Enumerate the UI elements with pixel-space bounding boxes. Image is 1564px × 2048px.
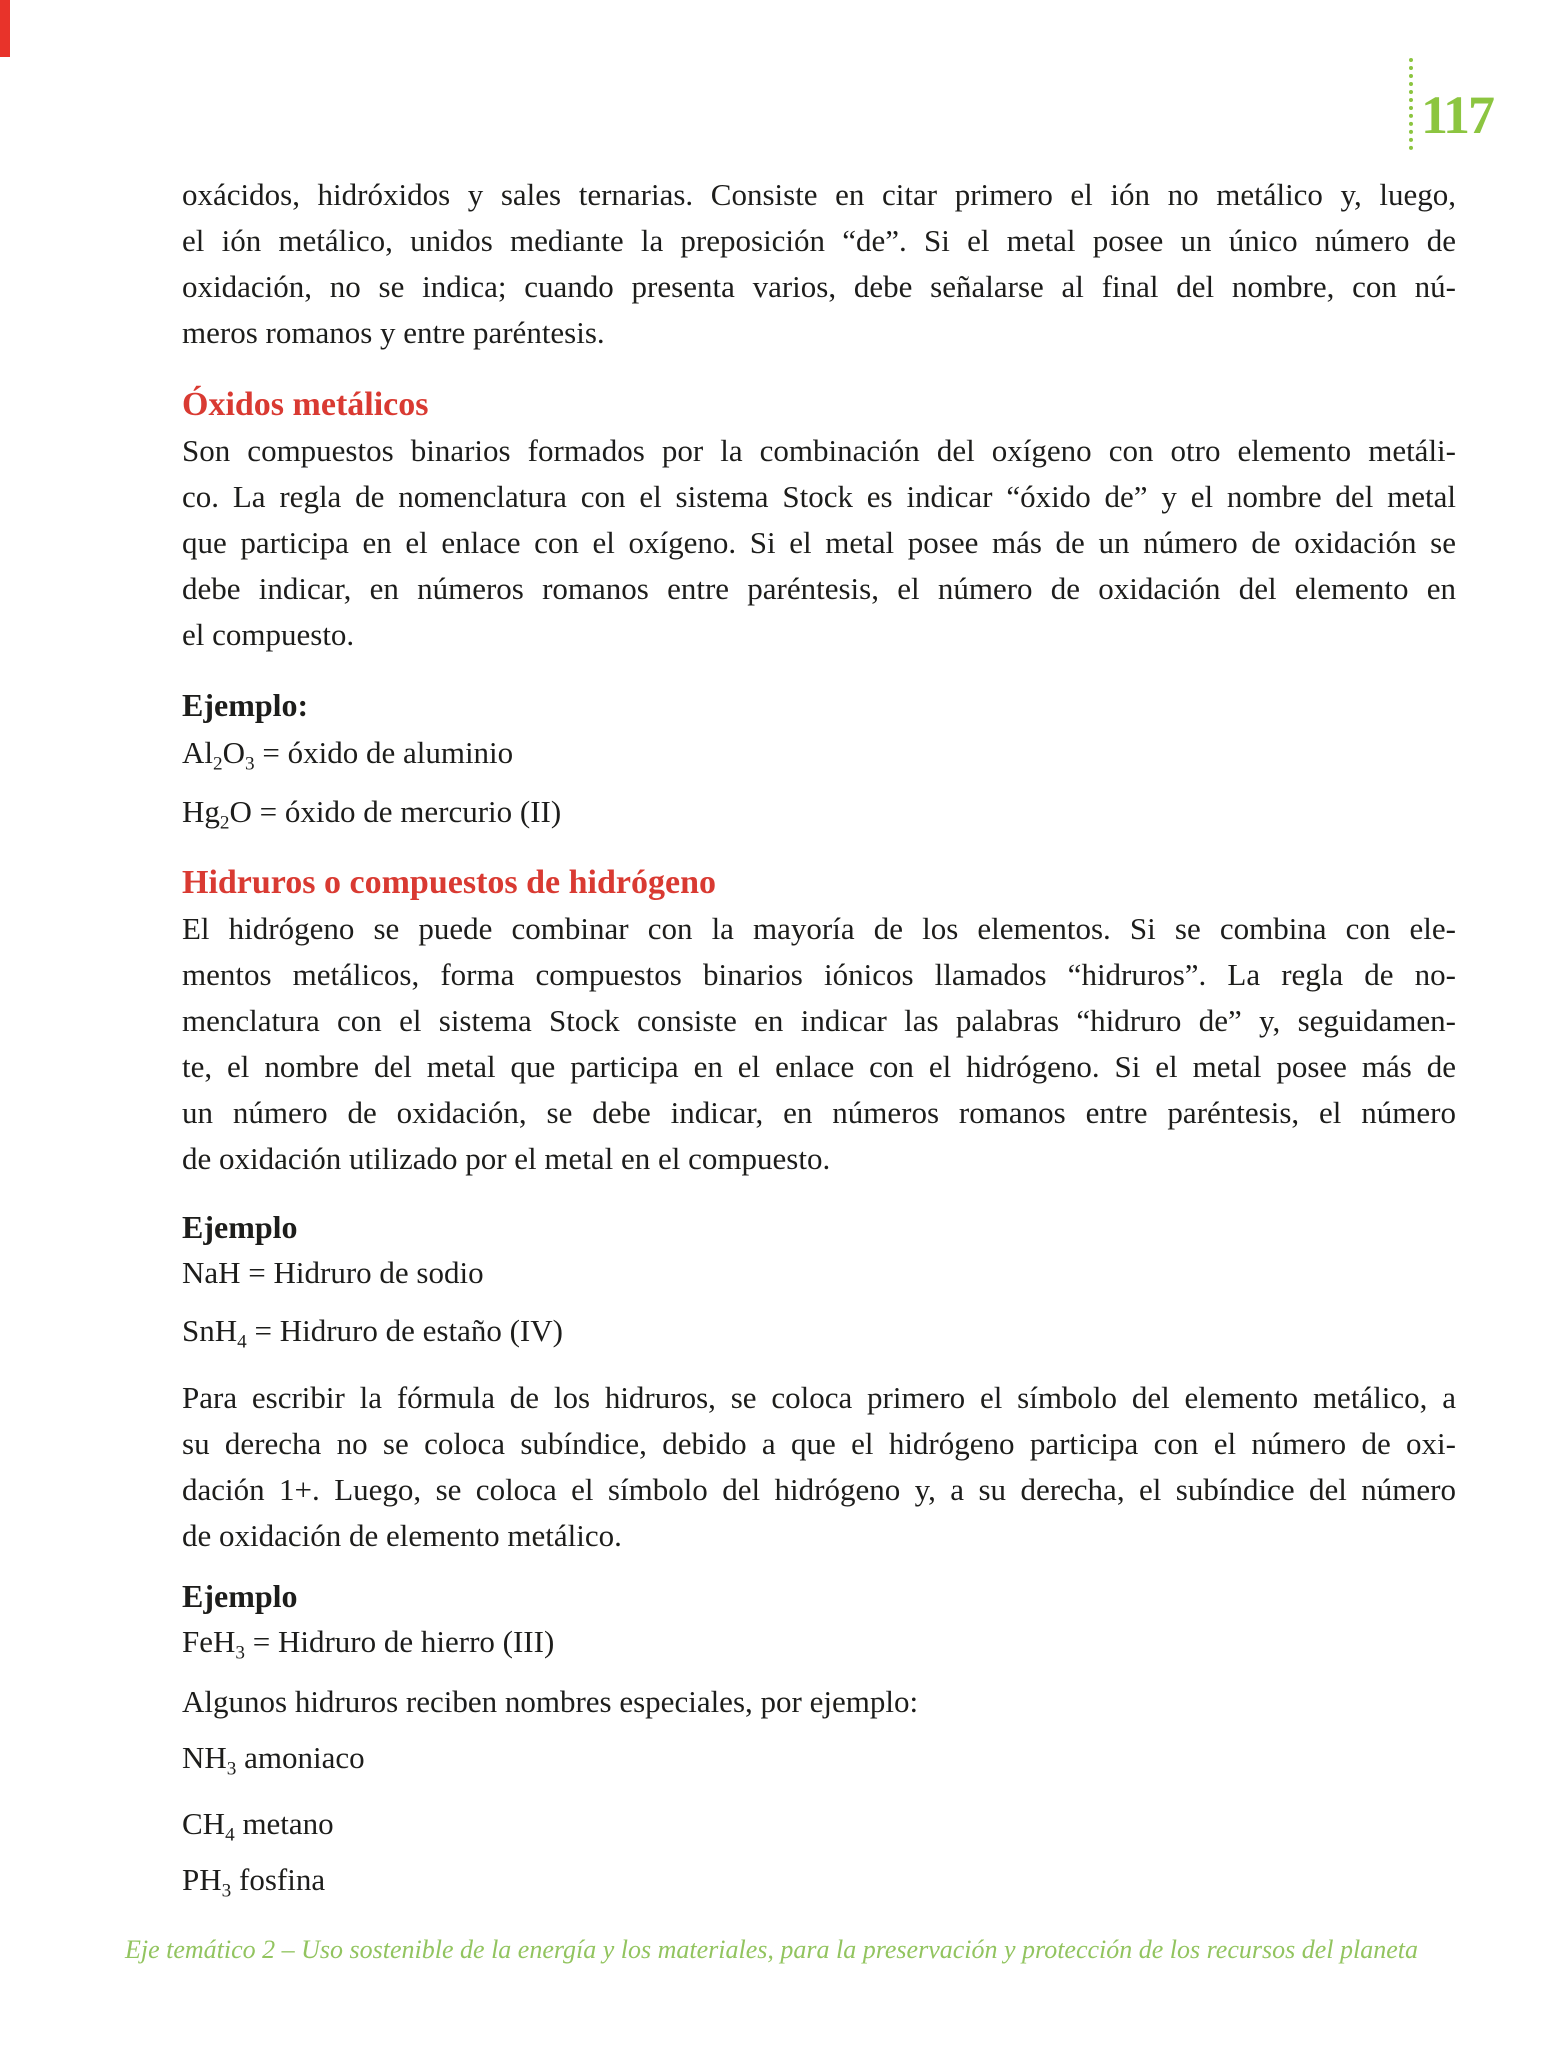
formula-text: Al (182, 735, 213, 770)
subscript: 3 (235, 1642, 245, 1664)
text-line: dación 1+. Luego, se coloca el símbolo del hidrógeno y, a su derecha, el subíndice del número (182, 1472, 1456, 1507)
formula-text: O (222, 735, 245, 770)
subscript: 3 (221, 1880, 232, 1902)
page-number: 117 (1421, 85, 1494, 145)
text-line: mentos metálicos, forma compuestos binarios iónicos llamados “hidruros”. La regla de no- (182, 957, 1456, 992)
formula-text: PH (182, 1862, 222, 1897)
text-column (182, 172, 1456, 1903)
formula-text: CH (182, 1806, 226, 1841)
example-label-1: Ejemplo: (182, 687, 309, 723)
subscript: 3 (245, 753, 255, 775)
example-label-2: Ejemplo (182, 1209, 298, 1245)
subscript: 3 (226, 1758, 237, 1780)
formula-hg2o (182, 789, 1456, 835)
formula-text: = Hidruro de hierro (III) (245, 1624, 555, 1659)
paragraph-intro (182, 172, 1456, 356)
text-line: oxidación, no se indica; cuando presenta varios, debe señalarse al final del nombre, con nú- (182, 269, 1456, 304)
heading-hidruros: Hidruros o compuestos de hidrógeno (182, 864, 716, 901)
subscript: 2 (213, 753, 223, 775)
formula-ch4 (182, 1801, 1456, 1847)
subscript: 4 (225, 1824, 235, 1846)
formula-text: Hg (182, 794, 220, 829)
text-line: su derecha no se coloca subíndice, debido a que el hidrógeno participa con el número de oxi- (182, 1426, 1456, 1461)
text-line: Algunos hidruros reciben nombres especiales, por ejemplo: (182, 1684, 919, 1719)
text-line: Son compuestos binarios formados por la combinación del oxígeno con otro elemento metáli- (182, 433, 1456, 468)
example-label-3: Ejemplo (182, 1578, 298, 1614)
text-line: Para escribir la fórmula de los hidruros, se coloca primero el símbolo del elemento metálico, a (182, 1380, 1456, 1415)
formula-text: FeH (182, 1624, 236, 1659)
formula-ph3 (182, 1857, 1456, 1903)
text-line: te, el nombre del metal que participa en el enlace con el hidrógeno. Si el metal posee más de (182, 1049, 1456, 1084)
formula-nah (182, 1250, 1456, 1296)
text-line: oxácidos, hidróxidos y sales ternarias. Consiste en citar primero el ión no metálico y, luego, (182, 177, 1456, 212)
text-line: meros romanos y entre paréntesis. (182, 315, 605, 350)
formula-text: amoniaco (236, 1740, 365, 1775)
formula-feh3 (182, 1619, 1456, 1665)
footer-strapline: Eje temático 2 – Uso sostenible de la energía y los materiales, para la preservación y protección de los recursos del planeta (124, 1935, 1418, 1964)
dotted-rule (1409, 58, 1413, 150)
paragraph-hidruros (182, 906, 1456, 1182)
formula-snh4 (182, 1308, 1456, 1354)
subscript: 4 (237, 1331, 247, 1353)
text-line: co. La regla de nomenclatura con el sistema Stock es indicar “óxido de” y el nombre del metal (182, 479, 1456, 514)
heading-oxidos-metalicos: Óxidos metálicos (182, 386, 429, 423)
formula-text: = Hidruro de estaño (IV) (246, 1313, 563, 1348)
paragraph-formula-rule (182, 1375, 1456, 1559)
text-line: de oxidación utilizado por el metal en el compuesto. (182, 1141, 831, 1176)
formula-text: SnH (182, 1313, 238, 1348)
red-corner-bar (0, 0, 10, 57)
text-line: que participa en el enlace con el oxígeno. Si el metal posee más de un número de oxidación se (182, 525, 1456, 560)
paragraph-oxidos (182, 428, 1456, 658)
paragraph-algunos (182, 1679, 1456, 1725)
formula-text: O = óxido de mercurio (II) (229, 794, 562, 829)
formula-text: metano (234, 1806, 334, 1841)
subscript: 2 (219, 812, 230, 834)
text-line: menclatura con el sistema Stock consiste en indicar las palabras “hidruro de” y, seguidamen- (182, 1003, 1456, 1038)
text-line: El hidrógeno se puede combinar con la mayoría de los elementos. Si se combina con ele- (182, 911, 1456, 946)
text-line: el compuesto. (182, 617, 355, 652)
formula-text: = óxido de aluminio (254, 735, 514, 770)
formula-al2o3 (182, 730, 1456, 776)
text-line: debe indicar, en números romanos entre paréntesis, el número de oxidación del elemento en (182, 571, 1456, 606)
formula-text: fosfina (231, 1862, 326, 1897)
formula-text: NH (182, 1740, 227, 1775)
text-line: un número de oxidación, se debe indicar, en números romanos entre paréntesis, el número (182, 1095, 1456, 1130)
text-line: de oxidación de elemento metálico. (182, 1518, 622, 1553)
formula-text: NaH = Hidruro de sodio (182, 1255, 484, 1290)
text-line: el ión metálico, unidos mediante la preposición “de”. Si el metal posee un único número de (182, 223, 1456, 258)
formula-nh3 (182, 1735, 1456, 1781)
